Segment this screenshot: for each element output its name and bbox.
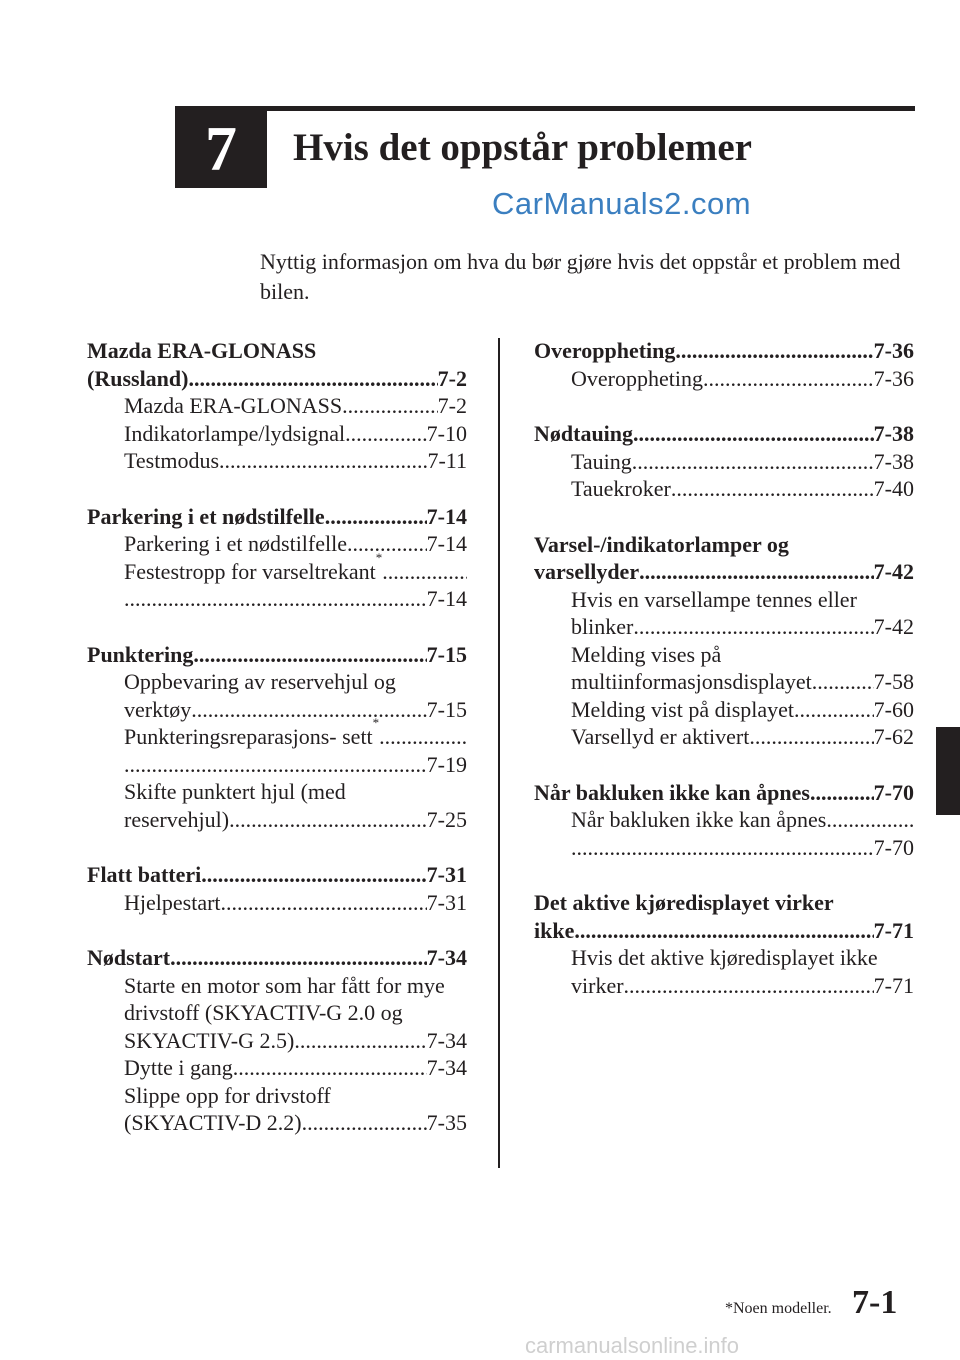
dot-leader xyxy=(342,392,438,420)
toc-entry-text: Overoppheting xyxy=(534,338,676,363)
toc-entry-text: SKYACTIV-G 2.5) xyxy=(124,1027,295,1053)
dot-leader xyxy=(124,751,427,779)
toc-entry-line[interactable] xyxy=(534,668,914,696)
dot-leader xyxy=(624,972,874,1000)
toc-column-right xyxy=(534,337,914,1027)
dot-leader xyxy=(826,806,914,834)
chapter-intro: Nyttig informasjon om hva du bør gjøre hvis det oppstår et problem med bilen. xyxy=(260,249,901,304)
toc-entry-text: varsellyder xyxy=(534,559,640,584)
toc-entry-line[interactable] xyxy=(534,696,914,724)
toc-page-ref: 7-34 xyxy=(426,945,467,970)
toc-page-ref: 7-14 xyxy=(426,531,467,556)
dot-leader xyxy=(633,420,874,448)
dot-leader xyxy=(188,365,437,393)
toc-page-ref: 7-42 xyxy=(873,614,914,639)
toc-entry-text: virker xyxy=(571,972,624,998)
toc-entry-text: Mazda ERA-GLONASS xyxy=(124,393,343,418)
toc-section xyxy=(534,889,914,999)
toc-page-ref: 7-14 xyxy=(426,503,467,529)
toc-entry-line[interactable] xyxy=(87,972,467,1000)
dot-leader xyxy=(812,668,874,696)
toc-entry-text: Når bakluken ikke kan åpnes xyxy=(571,807,827,832)
dot-leader xyxy=(193,641,426,669)
toc-page-ref: 7-14 xyxy=(426,586,467,611)
toc-entry-text: multiinformasjonsdisplayet xyxy=(571,669,812,694)
toc-entry-line[interactable] xyxy=(87,806,467,834)
toc-entry-line[interactable] xyxy=(534,944,914,972)
dot-leader xyxy=(221,889,427,917)
toc-page-ref: 7-36 xyxy=(873,365,914,391)
dot-leader xyxy=(382,558,467,586)
toc-entry-text: Varsellyd er aktivert xyxy=(571,724,750,749)
toc-page-ref: 7-70 xyxy=(873,779,914,805)
toc-entry-text: Overoppheting xyxy=(571,365,703,391)
toc-entry-line[interactable] xyxy=(534,586,914,614)
toc-entry-line[interactable] xyxy=(87,1054,467,1082)
toc-page-ref: 7-10 xyxy=(426,420,467,446)
toc-page-ref: 7-34 xyxy=(426,1055,467,1080)
dot-leader xyxy=(810,779,874,807)
toc-entry-text: Punktering xyxy=(87,641,194,667)
toc-entry-line[interactable] xyxy=(87,668,467,696)
toc-entry-text: reservehjul) xyxy=(124,806,230,832)
chapter-thumb-tab xyxy=(936,727,960,815)
toc-heading-line[interactable] xyxy=(87,641,467,669)
toc-heading-line[interactable] xyxy=(534,337,914,365)
dot-leader xyxy=(633,613,873,641)
toc-entry-text: Hvis det aktive kjøredisplayet ikke xyxy=(571,945,878,970)
header-rule xyxy=(175,106,915,111)
toc-entry-line[interactable] xyxy=(534,365,914,393)
toc-page-ref: 7-38 xyxy=(873,448,914,474)
toc-section xyxy=(87,944,467,1137)
toc-heading-line[interactable] xyxy=(87,861,467,889)
toc-entry-text: Varsel-/indikatorlamper og xyxy=(534,531,789,557)
toc-entry-text: Tauing xyxy=(571,448,632,474)
dot-leader xyxy=(325,503,427,531)
dot-leader xyxy=(191,696,426,724)
toc-entry-line[interactable] xyxy=(87,715,467,751)
toc-page-ref: 7-36 xyxy=(873,338,914,363)
dot-leader xyxy=(574,917,873,945)
toc-entry-line[interactable] xyxy=(534,641,914,669)
toc-entry-line[interactable] xyxy=(534,475,914,503)
toc-page-ref: 7-19 xyxy=(426,751,467,777)
toc-heading-line[interactable] xyxy=(87,365,467,393)
toc-entry-line[interactable] xyxy=(87,447,467,475)
toc-entry-line[interactable] xyxy=(87,889,467,917)
toc-entry-text: Hjelpestart xyxy=(124,889,221,915)
toc-entry-line[interactable] xyxy=(87,549,467,586)
toc-section xyxy=(534,531,914,751)
toc-entry-text: blinker xyxy=(571,614,634,639)
toc-heading-line[interactable] xyxy=(534,917,914,945)
dot-leader xyxy=(639,558,874,586)
dot-leader xyxy=(124,585,427,613)
dot-leader xyxy=(233,1054,427,1082)
dot-leader xyxy=(302,1109,427,1137)
toc-entry-text: Mazda ERA-GLONASS xyxy=(87,338,317,363)
toc-page-ref: 7-15 xyxy=(426,641,467,667)
dot-leader xyxy=(219,447,427,475)
footnote-marker: * xyxy=(372,715,380,730)
toc-entry-line[interactable] xyxy=(87,778,467,806)
dot-leader xyxy=(671,475,874,503)
toc-page-ref: 7-62 xyxy=(873,724,914,749)
toc-entry-line[interactable] xyxy=(87,585,467,613)
toc-entry-line[interactable] xyxy=(534,972,914,1000)
footer-watermark-url: carmanualsonline.info xyxy=(525,1333,740,1358)
toc-section xyxy=(87,503,467,613)
toc-entry-text: Hvis en varsellampe tennes eller xyxy=(571,586,857,612)
dot-leader xyxy=(632,448,874,476)
toc-heading-line[interactable] xyxy=(87,944,467,972)
toc-entry-text: Testmodus xyxy=(124,448,220,473)
dot-leader xyxy=(571,834,874,862)
dot-leader xyxy=(170,944,427,972)
dot-leader xyxy=(229,806,427,834)
dot-leader xyxy=(345,420,427,448)
toc-entry-text: verktøy xyxy=(124,696,192,722)
dot-leader xyxy=(703,365,874,393)
toc-entry-text: ikke xyxy=(534,917,575,943)
toc-entry-line[interactable] xyxy=(534,448,914,476)
toc-page-ref: 7-31 xyxy=(426,862,467,887)
chapter-title: Hvis det oppstår problemer xyxy=(293,126,752,169)
toc-section xyxy=(87,861,467,916)
toc-entry-text: drivstoff (SKYACTIV-G 2.0 og xyxy=(124,1000,403,1025)
toc-page-ref: 7-35 xyxy=(426,1110,467,1135)
toc-section xyxy=(534,779,914,862)
toc-page-ref: 7-2 xyxy=(437,365,467,391)
toc-page-ref: 7-58 xyxy=(873,669,914,694)
toc-entry-text: Melding vist på displayet xyxy=(571,696,795,722)
toc-entry-line[interactable] xyxy=(87,420,467,448)
chapter-number: 7 xyxy=(205,113,237,184)
footnote: *Noen modeller. xyxy=(725,1300,832,1317)
toc-heading-line[interactable] xyxy=(534,889,914,917)
toc-entry-line[interactable] xyxy=(87,1082,467,1110)
toc-entry-text: Melding vises på xyxy=(571,641,722,667)
dot-leader xyxy=(201,861,426,889)
toc-entry-line[interactable] xyxy=(534,613,914,641)
toc-entry-line[interactable] xyxy=(87,696,467,724)
toc-heading-line[interactable] xyxy=(534,558,914,586)
dot-leader xyxy=(749,723,873,751)
toc-page-ref: 7-70 xyxy=(873,834,914,860)
toc-page-ref: 7-15 xyxy=(426,696,467,722)
toc-entry-text: (Russland) xyxy=(87,365,189,391)
footnote-marker: * xyxy=(375,549,383,565)
toc-page-ref: 7-60 xyxy=(873,696,914,722)
toc-page-ref: 7-31 xyxy=(426,889,467,915)
toc-page-ref: 7-34 xyxy=(426,1027,467,1053)
toc-heading-line[interactable] xyxy=(87,337,467,365)
toc-section xyxy=(534,337,914,392)
toc-page-ref: 7-71 xyxy=(873,972,914,998)
watermark-logo: CarManuals2.com xyxy=(492,186,752,221)
toc-entry-text: Flatt batteri xyxy=(87,862,202,887)
toc-column-left xyxy=(87,337,467,1165)
toc-entry-text: Det aktive kjøredisplayet virker xyxy=(534,890,834,915)
toc-section xyxy=(87,641,467,834)
dot-leader xyxy=(379,723,467,751)
toc-entry-line[interactable] xyxy=(534,834,914,862)
toc-entry-text: Nødstart xyxy=(87,945,171,970)
toc-entry-text: Slippe opp for drivstoff xyxy=(124,1082,331,1108)
column-divider xyxy=(498,338,500,1168)
toc-page-ref: 7-38 xyxy=(873,421,914,446)
toc-page-ref: 7-25 xyxy=(426,806,467,832)
toc-heading-line[interactable] xyxy=(534,420,914,448)
toc-entry-line[interactable] xyxy=(534,806,914,834)
toc-entry-text: (SKYACTIV-D 2.2) xyxy=(124,1110,302,1135)
toc-page-ref: 7-11 xyxy=(427,448,467,473)
toc-entry-text: Parkering i et nødstilfelle xyxy=(124,531,347,556)
dot-leader xyxy=(347,530,427,558)
toc-entry-text: Punkteringsreparasjons- sett xyxy=(124,724,373,749)
toc-heading-line[interactable] xyxy=(534,531,914,559)
toc-entry-text: Parkering i et nødstilfelle xyxy=(87,503,325,529)
toc-entry-text: Skifte punktert hjul (med xyxy=(124,779,346,804)
dot-leader xyxy=(294,1027,426,1055)
toc-section xyxy=(87,337,467,475)
toc-entry-line[interactable] xyxy=(87,530,467,558)
toc-entry-line[interactable] xyxy=(87,1027,467,1055)
toc-heading-line[interactable] xyxy=(534,779,914,807)
chapter-number-box xyxy=(175,110,267,188)
toc-page-ref: 7-71 xyxy=(873,917,914,943)
toc-entry-text: Oppbevaring av reservehjul og xyxy=(124,669,396,694)
toc-entry-text: Når bakluken ikke kan åpnes xyxy=(534,779,810,805)
toc-entry-line[interactable] xyxy=(87,392,467,420)
toc-entry-line[interactable] xyxy=(87,1109,467,1137)
toc-entry-line[interactable] xyxy=(87,999,467,1027)
dot-leader xyxy=(794,696,874,724)
page-number: 7-1 xyxy=(852,1284,898,1321)
toc-entry-text: Festestropp for varseltrekant xyxy=(124,558,376,584)
toc-entry-text: Starte en motor som har fått for mye xyxy=(124,972,445,998)
toc-entry-text: Nødtauing xyxy=(534,421,634,446)
toc-entry-text: Indikatorlampe/lydsignal xyxy=(124,420,346,446)
toc-entry-text: Dytte i gang xyxy=(124,1055,233,1080)
toc-entry-line[interactable] xyxy=(534,723,914,751)
toc-entry-line[interactable] xyxy=(87,751,467,779)
toc-section xyxy=(534,420,914,503)
toc-page-ref: 7-40 xyxy=(873,476,914,501)
toc-entry-text: Tauekroker xyxy=(571,476,671,501)
dot-leader xyxy=(675,337,873,365)
toc-page-ref: 7-2 xyxy=(437,393,467,418)
toc-page-ref: 7-42 xyxy=(873,559,914,584)
toc-heading-line[interactable] xyxy=(87,503,467,531)
